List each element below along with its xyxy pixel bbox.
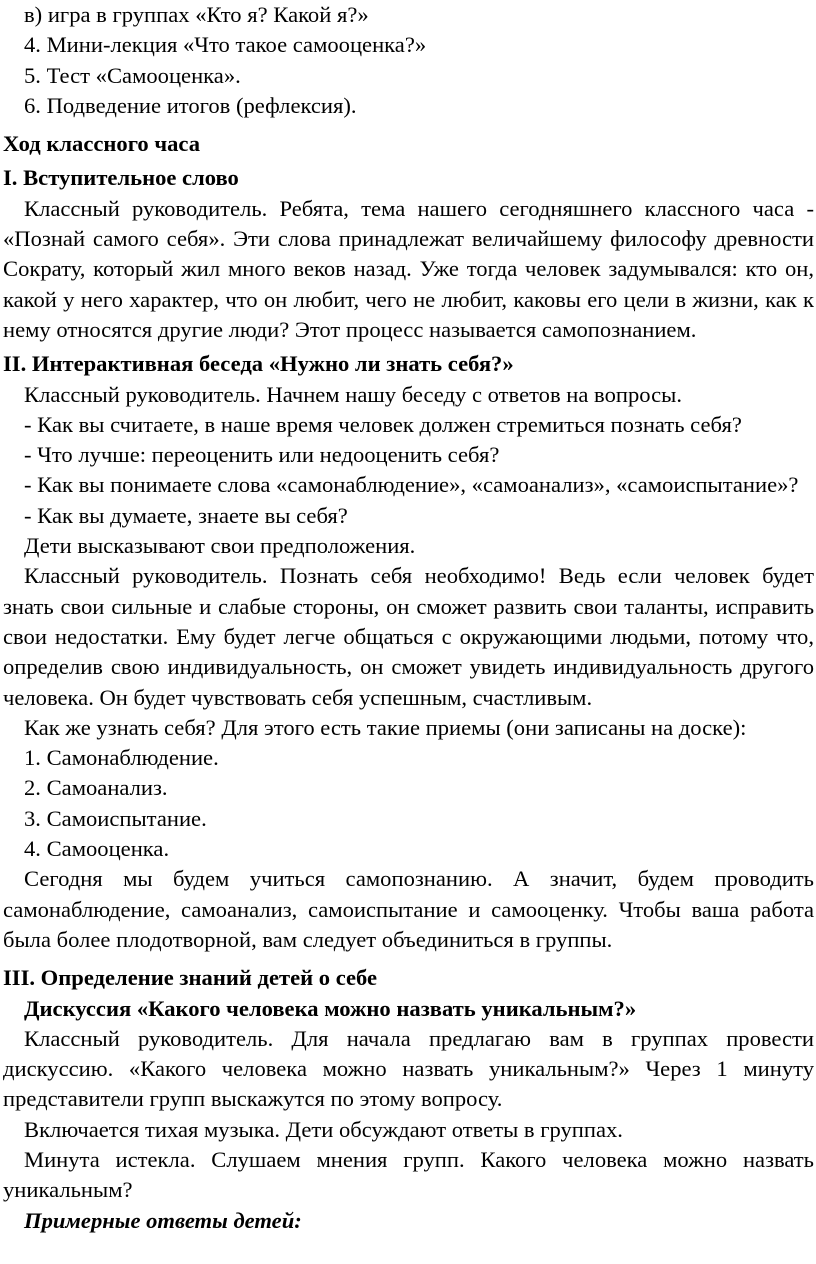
section2-question: - Как вы понимаете слова «самонаблюдение», «самоанализ», «самоиспытание»?: [24, 472, 799, 498]
intro-list-item: в) игра в группах «Кто я? Какой я?»: [24, 2, 369, 27]
section3-teacher-paragraph: Классный руководитель. Для начала предлагаю вам в группах провести дискуссию. «Какого человека можно назвать уникальным?» Через 1 минуту представители групп выскажутся по этому вопросу.: [3, 1025, 814, 1112]
section3-answers-heading: Примерные ответы детей:: [24, 1207, 302, 1233]
section2-intro: Классный руководитель. Начнем нашу беседу с ответов на вопросы.: [24, 381, 682, 407]
section2-children-reply: Дети высказывают свои предположения.: [24, 533, 416, 559]
intro-list-item: 5. Тест «Самооценка».: [24, 62, 241, 88]
section2-question: - Как вы считаете, в наше время человек должен стремиться познать себя?: [24, 411, 742, 437]
section1-title: I. Вступительное слово: [3, 165, 239, 191]
section2-method: 1. Самонаблюдение.: [24, 745, 219, 771]
section2-title: II. Интерактивная беседа «Нужно ли знать себя?»: [3, 351, 514, 377]
section3-title: III. Определение знаний детей о себе: [3, 965, 378, 991]
section2-teacher-paragraph: Классный руководитель. Познать себя необходимо! Ведь если человек будет знать свои сильные и слабые стороны, он сможет развить свои таланты, исправить свои недостатки. Ему будет легче общаться с окружающими людьми, потому что, определив свою индивидуальность, он сможет увидеть индивидуальность другого человека. Он будет чувствовать себя успешным, счастливым.: [3, 563, 814, 710]
section2-question: - Что лучше: переоценить или недооценить себя?: [24, 442, 500, 468]
section2-method: 4. Самооценка.: [24, 836, 170, 862]
section2-closing: Сегодня мы будем учиться самопознанию. А значит, будем проводить самонаблюдение, самоанализ, самоиспытание и самооценку. Чтобы ваша работа была более плодотворной, вам следует объединиться в группы.: [3, 866, 814, 952]
section2-methods-intro: Как же узнать себя? Для этого есть такие приемы (они записаны на доске):: [24, 714, 747, 740]
section3-music: Включается тихая музыка. Дети обсуждают ответы в группах.: [24, 1116, 623, 1142]
section3-subtitle: Дискуссия «Какого человека можно назвать уникальным?»: [24, 995, 637, 1021]
section2-question: - Как вы думаете, знаете вы себя?: [24, 502, 348, 528]
intro-list-item: 6. Подведение итогов (рефлексия).: [24, 92, 357, 118]
section2-method: 2. Самоанализ.: [24, 775, 168, 801]
intro-list-item: 4. Мини-лекция «Что такое самооценка?»: [24, 32, 427, 58]
section1-paragraph: Классный руководитель. Ребята, тема нашего сегодняшнего классного часа - «Познай самого себя». Эти слова принадлежат величайшему философу древности Сократу, который жил много веков назад. Уже тогда человек задумывался: кто он, какой у него характер, что он любит, чего не любит, каковы его цели в жизни, как к нему относятся другие люди? Этот процесс называется самопознанием.: [3, 195, 814, 342]
section2-method: 3. Самоиспытание.: [24, 805, 207, 831]
section3-minute: Минута истекла. Слушаем мнения групп. Какого человека можно назвать уникальным?: [3, 1146, 814, 1203]
heading-course: Ход классного часа: [3, 131, 200, 157]
